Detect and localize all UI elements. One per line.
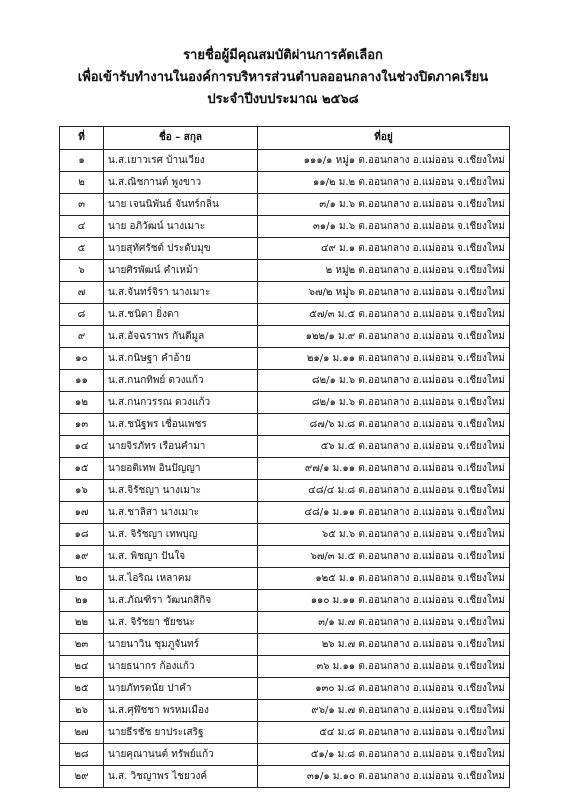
row-address: ๕๖ ม.๕ ต.ออนกลาง อ.แม่ออน จ.เชียงใหม่ [258,436,510,458]
row-number: ๑๔ [60,436,104,458]
table-row [60,744,510,766]
row-name: น.ส.ชาลิสา นางเมาะ [104,502,258,524]
row-name: น.ส.ศุฬัชชา พรหมเมือง [104,700,258,722]
row-address: ๑๑/๒ ม.๒ ต.ออนกลาง อ.แม่ออน จ.เชียงใหม่ [258,172,510,194]
row-name: น.ส.กนกทิพย์ ดวงแก้ว [104,370,258,392]
row-name: นาย อภิวัฒน์ นางเมาะ [104,216,258,238]
table-row [60,216,510,238]
row-number: ๕ [60,238,104,260]
table-row [60,150,510,172]
row-number: ๑๗ [60,502,104,524]
row-name: นายจิรภัทร เรือนคำมา [104,436,258,458]
row-address: ๖๕ ม.๖ ต.ออนกลาง อ.แม่ออน จ.เชียงใหม่ [258,524,510,546]
row-name: นายธนากร ก้องแก้ว [104,656,258,678]
row-name: น.ส.กนกวรรณ ดวงแก้ว [104,392,258,414]
row-address: ๖๗/๓ ม.๕ ต.ออนกลาง อ.แม่ออน จ.เชียงใหม่ [258,546,510,568]
document-title: รายชื่อผู้มีคุณสมบัติผ่านการคัดเลือก [183,48,383,63]
row-number: ๓ [60,194,104,216]
row-address: ๕๑/๑ ม.๘ ต.ออนกลาง อ.แม่ออน จ.เชียงใหม่ [258,744,510,766]
row-number: ๒๘ [60,744,104,766]
column-header-number: ที่ [60,127,104,150]
row-number: ๑๖ [60,480,104,502]
row-address: ๙๗/๑ ม.๑๑ ต.ออนกลาง อ.แม่ออน จ.เชียงใหม่ [258,458,510,480]
row-number: ๑๐ [60,348,104,370]
table-body [60,150,510,788]
row-address: ๘๗/๖ ม.๘ ต.ออนกลาง อ.แม่ออน จ.เชียงใหม่ [258,414,510,436]
row-name: น.ส.อัจฉราพร กันตีมูล [104,326,258,348]
row-address: ๘๒/๑ ม.๖ ต.ออนกลาง อ.แม่ออน จ.เชียงใหม่ [258,370,510,392]
table-row [60,392,510,414]
row-address: ๔๘/๔ ม.๘ ต.ออนกลาง อ.แม่ออน จ.เชียงใหม่ [258,480,510,502]
row-number: ๒ [60,172,104,194]
row-number: ๑ [60,150,104,172]
table-row [60,502,510,524]
table-header-row [60,127,510,150]
table-row [60,370,510,392]
row-name: น.ส. พิชญา ปันใจ [104,546,258,568]
table-row [60,326,510,348]
row-number: ๒๓ [60,634,104,656]
row-number: ๗ [60,282,104,304]
row-number: ๑๕ [60,458,104,480]
row-name: น.ส.จิรัชญา นางเมาะ [104,480,258,502]
table-row [60,634,510,656]
row-address: ๙๖/๑ ม.๗ ต.ออนกลาง อ.แม่ออน จ.เชียงใหม่ [258,700,510,722]
row-address: ๓/๑ ม.๖ ต.ออนกลาง อ.แม่ออน จ.เชียงใหม่ [258,194,510,216]
row-name: นายนาวิน ชุมภูจันทร์ [104,634,258,656]
row-number: ๒๐ [60,568,104,590]
row-number: ๘ [60,304,104,326]
table-row [60,414,510,436]
row-address: ๑๒๒/๑ ม.๙ ต.ออนกลาง อ.แม่ออน จ.เชียงใหม่ [258,326,510,348]
row-address: ๕๔ ม.๘ ต.ออนกลาง อ.แม่ออน จ.เชียงใหม่ [258,722,510,744]
row-number: ๑๓ [60,414,104,436]
row-number: ๒๗ [60,722,104,744]
row-address: ๕๗/๓ ม.๕ ต.ออนกลาง อ.แม่ออน จ.เชียงใหม่ [258,304,510,326]
row-name: น.ส.ชนิดา ยิ่งดา [104,304,258,326]
row-number: ๖ [60,260,104,282]
row-address: ๓/๑ ม.๗ ต.ออนกลาง อ.แม่ออน จ.เชียงใหม่ [258,612,510,634]
row-number: ๒๖ [60,700,104,722]
row-name: นาย เจนนิพันธ์ จันทร์กลิ่น [104,194,258,216]
row-number: ๒๕ [60,678,104,700]
row-name: นายธีรชัช ยาประเสริฐ [104,722,258,744]
row-address: ๒๖ ม.๗ ต.ออนกลาง อ.แม่ออน จ.เชียงใหม่ [258,634,510,656]
table-row [60,172,510,194]
row-number: ๑๒ [60,392,104,414]
row-name: น.ส. จิรัชยา ชัยชนะ [104,612,258,634]
row-name: นายภัทรดนัย ปาคำ [104,678,258,700]
row-number: ๔ [60,216,104,238]
table-row [60,436,510,458]
table-row [60,480,510,502]
row-name: น.ส. จิรัชญา เทพบุญ [104,524,258,546]
row-address: ๓๑/๑ ม.๑๐ ต.ออนกลาง อ.แม่ออน จ.เชียงใหม่ [258,766,510,788]
table-row [60,194,510,216]
fiscal-year-line: ประจำปีงบประมาณ ๒๕๖๘ [207,92,359,107]
row-address: ๓๖ ม.๑๑ ต.ออนกลาง อ.แม่ออน จ.เชียงใหม่ [258,656,510,678]
row-name: น.ส. วิชญาพร ไชยวงค์ [104,766,258,788]
row-name: น.ส.ณิชกานต์ พูงขาว [104,172,258,194]
row-address: ๒๑/๑ ม.๑๑ ต.ออนกลาง อ.แม่ออน จ.เชียงใหม่ [258,348,510,370]
row-address: ๒ หมู่๒ ต.ออนกลาง อ.แม่ออน จ.เชียงใหม่ [258,260,510,282]
row-address: ๑๑๐ ม.๑๑ ต.ออนกลาง อ.แม่ออน จ.เชียงใหม่ [258,590,510,612]
row-name: น.ส.จันทร์จิรา นางเมาะ [104,282,258,304]
table-row [60,458,510,480]
column-header-name: ชื่อ – สกุล [104,127,258,150]
table-row [60,766,510,788]
row-number: ๒๙ [60,766,104,788]
table-row [60,282,510,304]
table-row [60,238,510,260]
row-number: ๒๑ [60,590,104,612]
table-row [60,656,510,678]
table-row [60,590,510,612]
row-name: น.ส.ไอริณ เหลาคม [104,568,258,590]
row-address: ๘๒/๑ ม.๖ ต.ออนกลาง อ.แม่ออน จ.เชียงใหม่ [258,392,510,414]
row-name: น.ส.กนิษฐา คำอ้าย [104,348,258,370]
row-number: ๒๔ [60,656,104,678]
row-address: ๔๘/๑ ม.๑๑ ต.ออนกลาง อ.แม่ออน จ.เชียงใหม่ [258,502,510,524]
table-row [60,722,510,744]
column-header-address: ที่อยู่ [258,127,510,150]
document-subtitle: เพื่อเข้ารับทำงานในองค์การบริหารส่วนตำบลออนกลางในช่วงปิดภาคเรียน [77,70,489,85]
table-row [60,612,510,634]
table-row [60,546,510,568]
row-number: ๑๑ [60,370,104,392]
row-number: ๒๒ [60,612,104,634]
table-row [60,348,510,370]
row-number: ๑๙ [60,546,104,568]
row-address: ๖๗/๒ หมู่๖ ต.ออนกลาง อ.แม่ออน จ.เชียงใหม่ [258,282,510,304]
row-name: นายศิรพัฒน์ คำเหม้า [104,260,258,282]
row-address: ๑๓๐ ม.๘ ต.ออนกลาง อ.แม่ออน จ.เชียงใหม่ [258,678,510,700]
row-number: ๑๘ [60,524,104,546]
table-row [60,700,510,722]
row-name: นายอติเทพ อินปัญญา [104,458,258,480]
row-name: นายคุณานนต์ ทรัพย์แก้ว [104,744,258,766]
row-name: น.ส.ชนัฐพร เชื่อนเพชร [104,414,258,436]
table-row [60,678,510,700]
row-address: ๑๒๕ ม.๑ ต.ออนกลาง อ.แม่ออน จ.เชียงใหม่ [258,568,510,590]
table-row [60,304,510,326]
row-name: น.ส.เยาวเรศ บ้านเวียง [104,150,258,172]
row-address: ๑๑๑/๑ หมู่๑ ต.ออนกลาง อ.แม่ออน จ.เชียงใหม่ [258,150,510,172]
row-address: ๔๙ ม.๑ ต.ออนกลาง อ.แม่ออน จ.เชียงใหม่ [258,238,510,260]
row-number: ๙ [60,326,104,348]
row-name: น.ส.ภัณฑิรา วัฒนกสิกิจ [104,590,258,612]
table-row [60,568,510,590]
row-name: นายสุทัศรัชต์ ประดับมุข [104,238,258,260]
table-row [60,524,510,546]
row-address: ๓๑/๑ ม.๖ ต.ออนกลาง อ.แม่ออน จ.เชียงใหม่ [258,216,510,238]
candidate-table [59,126,510,788]
table-row [60,260,510,282]
